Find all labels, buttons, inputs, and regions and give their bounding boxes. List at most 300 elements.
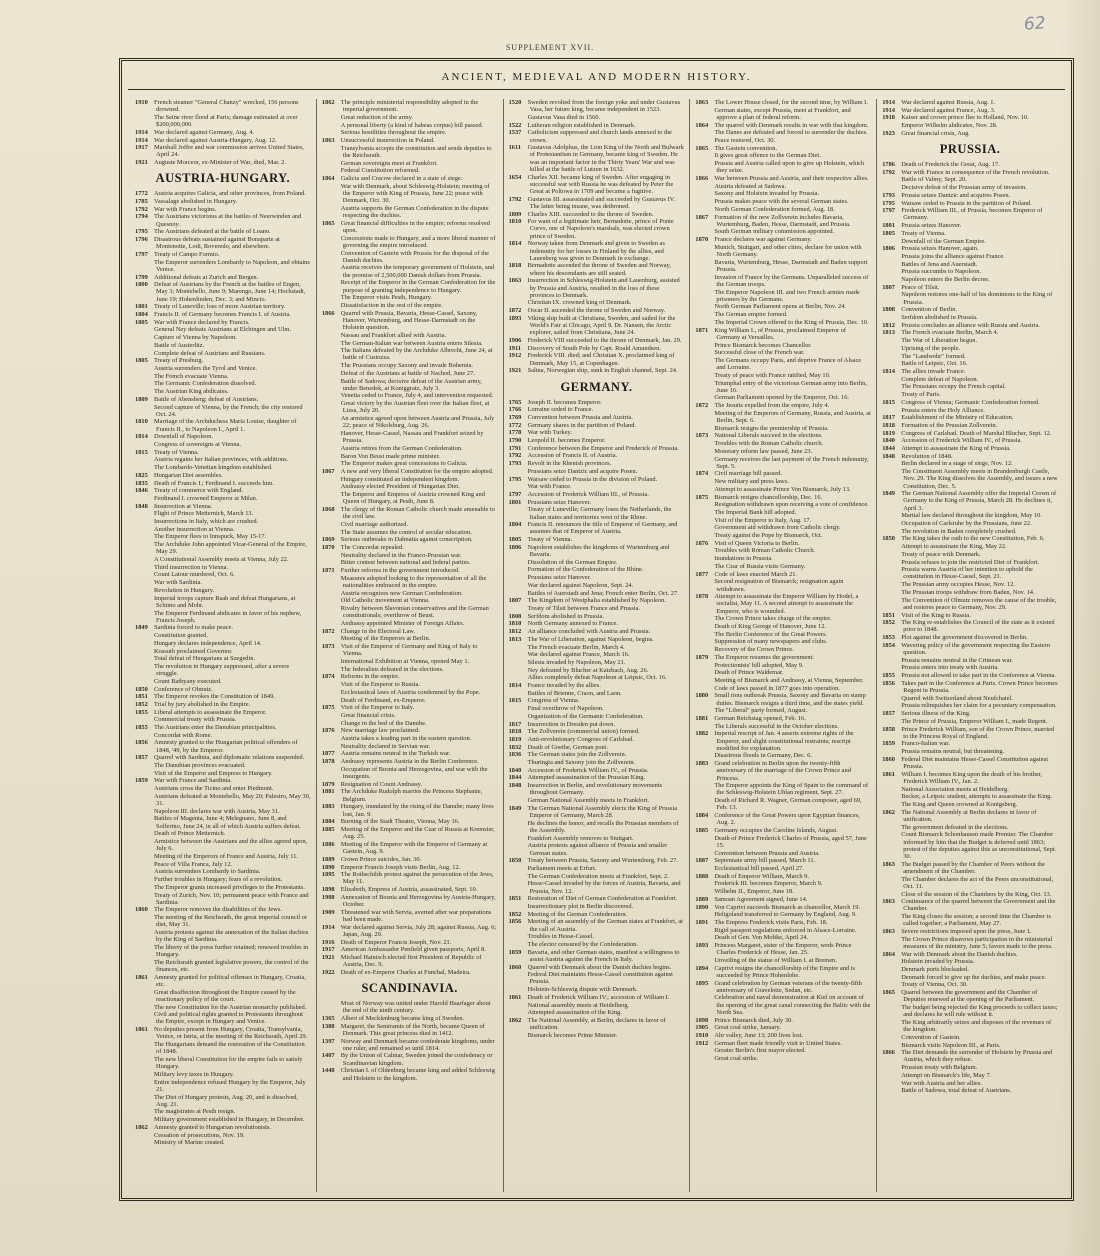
entry-year: 1817 [882,414,895,422]
entry-text: Entire independence refused Hungary by the Emperor, July 21. [154,1078,306,1093]
entry-text: Battles of Magenta, June 4; Melegnano, June 8, and Solferino, June 24, in all of which Austria suffers defeat. [154,815,301,830]
entry-text: Austria protests against alliance of Prussia and smaller German states. [527,842,668,857]
history-entry [882,831,1058,860]
history-entry [695,850,871,857]
entry-text: The Italians defeated by the Archduke Albrecht, June 24, at battle of Custozza. [340,347,493,362]
entry-text: War between Prussia and Austria, and their respective allies. [714,175,869,183]
entry-year: 1910 [135,99,148,106]
entry-text: Treaty between Prussia, Saxony and Wurtemburg, Feb. 27. [527,857,678,865]
entry-text: Bavaria, and other German states, manifest a willingness to assist Austria against the French in Italy. [527,948,680,963]
entry-text: Hungary, inundated by the rising of the Danube; many lives lost, Jan. 9. [340,803,494,818]
entry-year: 1878 [695,593,709,601]
entry-text: Ecclesiastical laws of Austria condemned by the Pope. [340,688,481,696]
entry-text: The Austrians defeated at the battle of Loano. [154,228,271,236]
entry-text: War declared against Austria-Hungary, Aug. 12. [154,136,277,144]
entry-text: American Ambassador Penfield given passports, April 8. [340,946,486,954]
entry-year: 1922 [321,968,335,976]
history-entry [322,643,498,657]
history-entry [322,476,498,483]
history-entry [695,394,871,401]
entry-year: 1805 [882,229,895,237]
entry-text: Death of King George of Hanover, June 12. [714,623,826,631]
history-entry [695,509,871,516]
entry-text: Treaty of Tilsit between France and Prussia. [527,605,641,612]
handwritten-page-number: 62 [1023,13,1047,35]
entry-text: The Emperor grants increased privileges to the Protestants. [154,883,305,891]
entry-text: Third insurrection in Vienna. [154,563,229,571]
entry-year: 1790 [508,437,522,445]
entry-text: Prussians seize Hanover. [527,574,591,582]
entry-year: 1850 [882,535,895,543]
entry-text: Defeat of Austrians by the French at the battles of Engen, May 3; Montebello, June 9; Marengo, June 14; Hochstadt, June 19; Hohenlinden, Dec. 3; and Mincio. [154,281,306,303]
entry-text: The Austrians enter the Danubian principalities. [154,724,277,732]
history-entry [135,137,311,144]
entry-text: Liberal attempts to assassinate the Emperor. [154,708,267,716]
entry-text: Insurrection in Dresden put down. [527,720,616,728]
history-entry [322,590,498,597]
history-entry [509,736,685,743]
entry-text: Nassau and Frankfort allied with Austria. [340,331,447,339]
entry-year: 1859 [135,777,148,785]
entry-text: Count Bathyany executed. [154,677,222,685]
entry-text: Prussia remains neutral, but threatening. [901,748,1005,756]
history-entry [135,1026,311,1040]
entry-year: 1863 [882,860,895,868]
entry-text: Franco-Italian war. [901,740,950,748]
entry-year: 1815 [882,398,895,406]
entry-text: The allies invade France. [901,368,966,375]
entry-text: Revolution of 1848. [901,452,953,460]
entry-text: Most of Norway was united under Harold Haarfager about the end of the ninth century. [340,1000,491,1015]
entry-text: Prussia not allowed to take part in the Conference at Vienna. [901,672,1056,680]
history-entry [135,853,311,860]
entry-text: Frederick III. becomes Emperor, March 9. [714,880,823,888]
entry-text: The meeting of the Reichsrath, the great imperial council or diet, May 31. [154,914,307,929]
entry-text: Ministry of Marine created. [154,1139,225,1147]
entry-year: 1865 [882,989,895,997]
history-entry [882,353,1058,360]
entry-text: Count Bismarck Schonhausen made Premier. The Chamber informed by him that the Budget is deferred until 1863; protest of the deputies against this as unconstitutional, Sept. 30. [901,831,1057,860]
history-entry [135,959,311,973]
entry-text: The Empress Frederick visits Paris, Feb. 18. [714,918,828,926]
history-entry [135,564,311,571]
entry-text: Insurrection in Schleswig-Holstein and Lauenburg, assisted by Prussia and Austria, resulted in the loss of these provinces to Denmark. [527,277,680,299]
entry-text: Plot against the government discovered in Berlin. [901,634,1028,642]
entry-text: Great coal strike, January. [714,1024,781,1032]
entry-text: France declares war against Germany. [714,236,812,244]
entry-text: Treaty of Vienna. [154,448,199,456]
entry-text: Prussia relinquishes her claim for a pecuniary compensation. [901,702,1057,710]
entry-text: Armistice between the Austrians and the allies agreed upon, July 6. [154,838,308,853]
entry-text: The Emperor makes great concessions to Galicia. [340,460,468,468]
entry-year: 1890 [321,863,335,871]
history-entry [135,974,311,988]
entry-text: Revolt in the Rhenish provinces. [527,460,612,468]
history-entry [509,674,685,681]
entry-text: Austria retires from the German Confederation. [340,444,463,452]
entry-text: Bismarck resigns chancellorship, Dec. 16. [714,493,823,501]
entry-text: Allies completely defeat Napoleon at Leipsic, Oct. 16. [527,674,667,682]
history-entry [882,672,1058,679]
history-entry [135,433,311,440]
entry-text: Caprivi resigns the chancellorship of the Empire and is succeeded by Prince Hohenlohe. [714,964,855,979]
history-entry [135,311,311,318]
entry-text: Conference of Olmutz. [154,685,213,693]
entry-text: The Emperor visits Pesth, Hungary. [340,294,432,302]
entry-text: An armistice agreed upon between Austria and Prussia, July 22; peace of Nikolsburg, Aug. 26. [340,415,495,430]
history-entry [695,888,871,895]
entry-year: 1862 [135,1123,148,1131]
entry-text: Norway and Denmark became confederate kingdoms, under one ruler, and remained so until 1814. [340,1037,495,1052]
history-entry [135,632,311,639]
entry-text: Burning of the Stadt Theatre, Vienna, May 16. [340,818,460,826]
history-entry [322,415,498,429]
history-entry [882,786,1058,793]
history-entry [509,835,685,842]
history-entry [322,250,498,264]
history-entry [322,378,498,392]
history-entry [135,556,311,563]
history-entry [882,756,1058,770]
history-entry [509,299,685,306]
history-entry [882,913,1058,927]
entry-text: The Chamber declares the act of the Peers unconstitutional, Oct. 11. [901,875,1054,890]
history-entry [322,673,498,680]
entry-text: Dissatisfaction in the rest of the empire. [340,301,443,309]
entry-year: 1862 [508,1016,522,1024]
entry-text: Death of Francis I.; Ferdinand I. succeeds him. [154,479,274,487]
history-entry [695,486,871,493]
history-entry [322,635,498,642]
entry-text: Accession of Frederick William IV., of Prussia. [527,766,649,774]
history-entry [695,228,871,235]
history-entry [322,1000,498,1014]
history-entry [882,422,1058,429]
history-entry [509,367,685,374]
entry-text: The State assumes the control of secular education. [340,528,472,536]
history-entry [322,430,498,444]
history-entry [135,595,311,609]
entry-text: Austrians cross the Ticino and enter Piedmont. [154,785,274,793]
history-entry [882,989,1058,1003]
history-entry [695,402,871,409]
history-entry [322,559,498,566]
entry-text: Margaret, the Semiramis of the North, became Queen of Denmark. This great princess died in 1412. [340,1022,485,1037]
history-entry [509,307,685,314]
entry-year: 1871 [695,326,709,334]
entry-year: 1795 [508,475,522,483]
history-entry [322,220,498,234]
history-entry [882,512,1058,519]
entry-year: 1864 [882,950,895,958]
entry-text: Parliament meets at Erfurt. [527,864,597,872]
entry-text: The Danubian provinces evacuated. [154,762,246,770]
entry-text: Francis II. of Germany becomes Francis I. of Austria. [154,311,291,319]
history-entry [882,861,1058,875]
entry-text: Prussia seizes Hanover, again. [901,245,979,253]
history-entry [509,1009,685,1016]
entry-text: Convention of Berlin. [901,306,958,314]
history-entry [135,487,311,494]
history-entry [322,575,498,589]
entry-text: The Concordat repealed. [340,543,404,551]
history-entry [882,430,1058,437]
history-entry [135,1041,311,1055]
history-entry [135,624,311,631]
history-entry [509,651,685,658]
history-entry [135,1079,311,1093]
entry-text: Warsaw ceded to Prussia in the division of Poland. [527,475,658,483]
history-entry [882,291,1058,305]
entry-text: Frederick VIII succeeded to the throne of Denmark, Jan. 29. [527,337,682,344]
entry-text: Battle of Austerlitz. [154,341,205,349]
history-entry [695,190,871,197]
history-entry [509,744,685,751]
history-entry [509,918,685,932]
history-entry [322,969,498,976]
history-entry [882,809,1058,823]
entry-year: 1854 [882,641,895,649]
history-entry [135,815,311,829]
entry-year: 1872 [321,627,335,635]
column-3 [504,99,691,1192]
history-entry [509,705,685,712]
entry-text: Heligoland transferred to Germany by England, Aug. 9. [714,911,857,919]
entry-text: Austria regains her Italian provinces, with additions. [154,456,289,464]
history-entry [695,571,871,578]
history-entry [695,274,871,288]
entry-text: Neutrality declared in Servian war. [340,742,431,750]
history-entry [509,574,685,581]
entry-text: The German empire formed. [714,311,788,319]
entry-year: 1851 [882,611,895,619]
history-entry [695,456,871,470]
entry-text: Complete defeat of Austrians and Russians. [154,349,266,357]
entry-text: Dissolution of the German Empire. [527,558,618,566]
history-entry [695,965,871,979]
history-entry [135,281,311,303]
entry-text: Frederick VIII. died; and Christian X. proclaimed king of Denmark, May 15, at Copenhagen. [527,352,675,367]
entry-text: The King takes the oath to the new Constitution, Feb. 6. [901,535,1045,543]
entry-text: Death of Frederick William IV.; accession of William I. [527,993,670,1001]
history-entry [695,563,871,570]
history-entry [322,864,498,871]
history-entry [135,1011,311,1025]
history-entry [509,144,685,173]
entry-year: 1889 [321,855,335,863]
entry-text: The Czar of Russia visits Germany. [714,562,806,570]
entry-year: 1864 [695,121,709,129]
entry-year: 1814 [508,240,522,248]
history-entry [509,315,685,337]
history-entry [322,460,498,467]
entry-text: Saltna, Norwegian ship, sunk in English channel, Sept. 24. [527,367,678,375]
entry-year: 1917 [321,946,335,954]
history-entry [882,876,1058,890]
entry-text: Meeting of the Emperors of Germany, Russia, and Austria, at Berlin, Sept. 6. [714,409,871,425]
history-entry [135,678,311,685]
entry-year: 1881 [695,714,709,722]
history-entry [135,495,311,502]
history-entry [135,228,311,235]
history-entry [135,526,311,533]
history-entry [882,981,1058,988]
history-entry [322,99,498,113]
entry-year: 1917 [135,144,148,152]
history-entry [509,628,685,635]
entry-text: Death of Ferdinand, ex-Emperor. [340,696,426,704]
entry-year: 1862 [321,99,335,106]
entry-text: The Emperor resumes the government. [714,653,814,661]
history-entry [509,129,685,143]
entry-text: Visit of the Emperor of Germany and King of Italy to Vienna. [340,643,478,658]
entry-text: War with France begins. [154,205,217,213]
history-entry [322,491,498,505]
entry-text: Attempt to assassinate the Emperor William by Hodel, a socialist, May 11. A second attempt to assassinate the Emperor, who is wounded. [714,593,859,615]
history-entry [322,1067,498,1081]
history-entry [322,137,498,144]
entry-text: Downfall of Napoleon. [154,433,214,441]
history-entry [882,642,1058,656]
history-entry [695,244,871,258]
entry-text: Albert of Mecklenburg became king of Sweden. [340,1014,465,1022]
entry-text: Death of Prince Frederick Charles of Prussia, aged 57, June 15. [714,834,867,849]
entry-year: 1894 [695,964,709,972]
history-entry [509,460,685,467]
entry-year: 1884 [321,818,335,826]
entry-year: 1812 [508,628,522,636]
entry-text: Congress of Vienna; Germanic Confederation formed. [901,398,1040,406]
history-entry [509,659,685,666]
entry-text: Visit of the Emperor and Empress to Hungary. [154,769,273,777]
history-entry [695,410,871,424]
history-entry [322,939,498,946]
history-entry [509,491,685,498]
entry-text: War with France in consequence of the French revolution. [901,168,1050,176]
page-title: ANCIENT, MEDIEVAL AND MODERN HISTORY. [441,71,752,83]
entry-text: Septennate army bill passed, March 11. [714,857,816,865]
entry-year: 1857 [135,754,148,762]
history-entry [135,449,311,456]
history-entry [135,129,311,136]
entry-year: 1805 [135,357,148,365]
history-entry [882,824,1058,831]
entry-text: Ecclesiastical bill passed, April 27. [714,865,804,873]
entry-year: 1796 [135,236,148,244]
entry-year: 1851 [508,895,522,903]
history-entry [135,793,311,807]
title-rule [128,89,1065,90]
history-entry [695,319,871,326]
entry-year: 1898 [321,886,335,894]
entry-text: Troubles with Roman Catholic Church. [714,547,816,555]
history-entry [322,362,498,369]
entry-text: Federal Diet maintains Hesse-Cassel Constitution against Prussia. [901,755,1048,771]
entry-text: Further troubles in Hungary; fears of a revolution. [154,876,283,884]
entry-year: 1772 [135,190,148,198]
entry-text: Prussia makes peace with the several German states. [714,198,849,206]
history-entry [135,785,311,792]
entry-year: 1818 [508,728,522,736]
history-entry [882,966,1058,973]
entry-text: Ney defeated by Blucher at Katzbach, Aug. 26. [527,666,649,674]
history-entry [882,490,1058,512]
entry-text: A Constitutional Assembly meets at Vienna, July 22. [154,556,289,564]
history-entry [509,437,685,444]
supplement-label: SUPPLEMENT XVII. [505,43,595,52]
entry-text: Recovery of the Crown Prince. [714,646,794,654]
history-entry [322,1015,498,1022]
entry-text: Revolution in Hungary. [154,586,215,594]
entry-year: 1912 [695,1039,709,1047]
history-entry [882,726,1058,740]
history-entry [509,713,685,720]
entry-text: Viking ship built at Christiana, Sweden, and sailed for the World's Fair at Chicago, April 9. Dr. Nansen, the Arctic explorer, sailed from Christiana, June 24. [527,314,676,337]
entry-text: Death of Emperor William, March 9. [714,872,809,880]
history-entry [695,654,871,661]
history-entry [135,334,311,341]
entry-year: 1869 [321,536,335,544]
entry-year: 1875 [321,704,335,712]
history-entry [509,865,685,872]
history-entry [882,460,1058,467]
entry-year: 1795 [135,228,148,236]
entry-text: Government aid withdrawn from Catholic clergy. [714,524,841,532]
entry-text: Attempt on Bismarck's life, May 7. [901,1071,992,1079]
entry-year: 1407 [321,1052,335,1060]
history-entry [135,1108,311,1115]
history-entry [135,198,311,205]
entry-year: 1879 [321,780,335,788]
history-entry [135,373,311,380]
entry-year: 1778 [508,429,522,437]
entry-text: Sweden revolted from the foreign yoke and under Gustavus Vasa, her future king, became independent in 1523. [527,99,681,114]
entry-text: Flight of Prince Metternich, March 13. [154,510,254,518]
entry-text: Anti-revolutionary Congress of Carlsbad. [527,735,634,743]
entry-text: Concessions made to Hungary, and a more liberal manner of governing the empire introduced. [340,234,496,249]
entry-text: Amnesty granted to the Hungarian political offenders of 1848, '49, by the Emperor. [154,739,298,754]
entry-text: Death of Prince Metternich. [154,830,226,838]
entry-year: 1791 [508,444,522,452]
entry-text: Prussian treaty with Belgium. [901,1064,978,1072]
history-entry [882,1034,1058,1041]
history-entry [882,407,1058,414]
entry-text: The Jesuits expelled from the empire, July 4. [714,402,830,410]
entry-text: Bernadotte ascended the throne of Sweden and Norway, where his descendants are still seated. [527,262,671,277]
entry-year: 1861 [882,770,895,778]
history-entry [882,337,1058,344]
history-entry [695,934,871,941]
history-entry [135,929,311,943]
entry-year: 1864 [321,175,335,183]
history-entry [322,536,498,543]
column-1 [130,99,317,1192]
history-entry [322,332,498,339]
history-entry [695,896,871,903]
history-entry [322,826,498,840]
entry-text: The Zollverein (commercial union) formed. [527,728,640,736]
history-entry [509,911,685,918]
entry-text: Venetia ceded to France, July 4, and intervention requested. [340,392,494,400]
history-entry [882,99,1058,106]
entry-text: Peace of Villa Franca, July 12. [154,860,233,868]
entry-text: The principle ministerial responsibility adopted in the imperial government. [340,99,479,114]
entry-text: Insurrections in Italy, which are crushed. [154,518,259,526]
history-entry [135,99,311,113]
entry-text: Christian I. of Oldenburg became king and added Schleswig and Holstein to the kingdom. [340,1067,495,1082]
history-entry [695,631,871,638]
entry-text: The German Confederation meets at Frankfort, Sept. 2. [527,872,669,880]
